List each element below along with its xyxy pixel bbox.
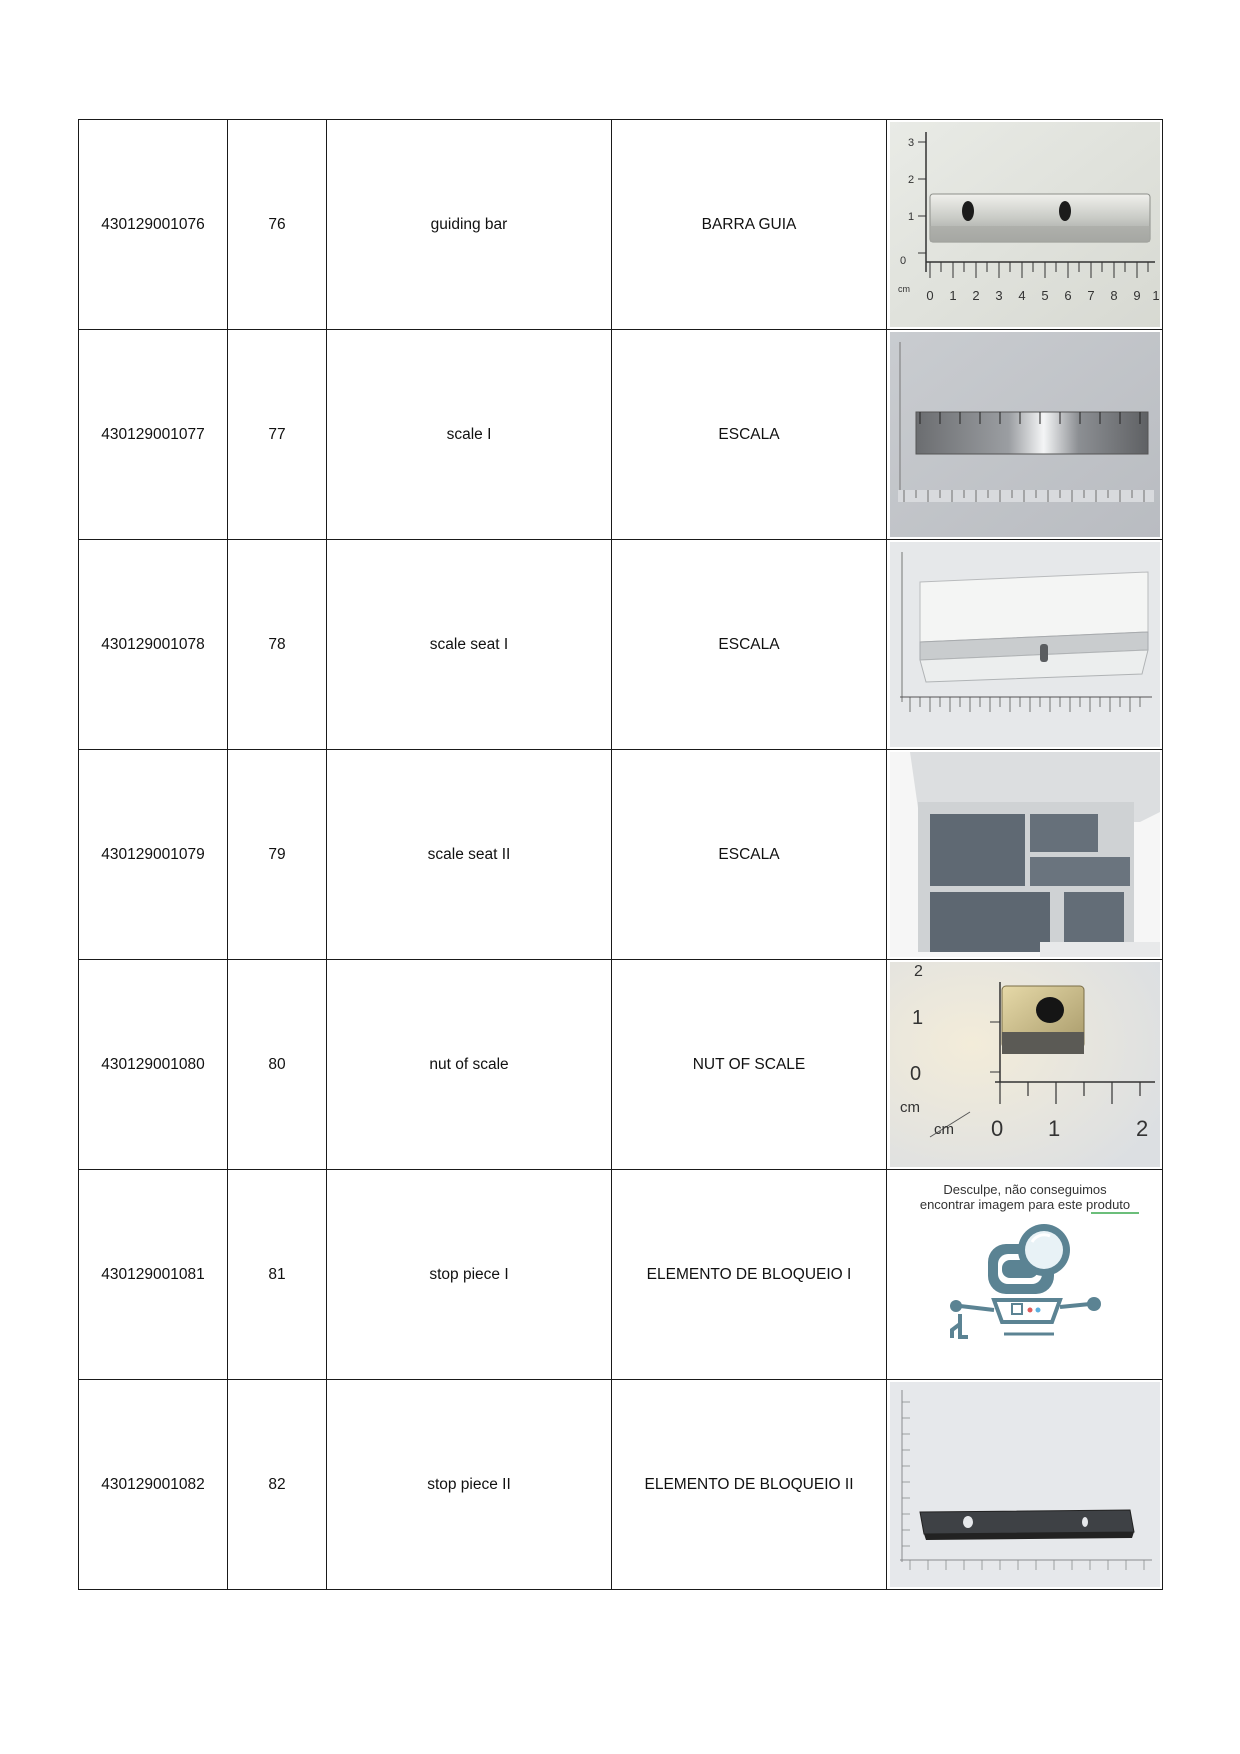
item-number: 82 (228, 1380, 327, 1590)
product-image-cell (887, 750, 1163, 960)
product-image-cell (887, 540, 1163, 750)
description-pt: ESCALA (612, 750, 887, 960)
ruler-unit: cm (899, 1099, 920, 1116)
ruler-v-label: 0 (909, 1063, 921, 1085)
description-pt: ELEMENTO DE BLOQUEIO II (612, 1380, 887, 1590)
not-found-message-line1: Desculpe, não conseguimos (942, 1182, 1107, 1197)
ruler-label: 0 (925, 288, 934, 303)
ruler-label: 9 (1132, 288, 1141, 303)
item-number: 80 (228, 960, 327, 1170)
item-number: 81 (228, 1170, 327, 1380)
table-row (79, 1380, 1163, 1590)
table-row (79, 330, 1163, 540)
description-pt: NUT OF SCALE (612, 960, 887, 1170)
description-en: nut of scale (327, 960, 612, 1170)
ruler-label: 1 (1047, 1116, 1060, 1141)
ruler-label: 6 (1063, 288, 1072, 303)
part-code: 430129001077 (79, 330, 228, 540)
ruler-label: 2 (1135, 1116, 1148, 1141)
part-code: 430129001076 (79, 120, 228, 330)
nut-photo (890, 962, 1160, 1167)
guiding-bar-photo (890, 122, 1160, 327)
image-not-found-placeholder (890, 1172, 1160, 1377)
ruler-label: 7 (1086, 288, 1095, 303)
description-en: guiding bar (327, 120, 612, 330)
ruler-unit: cm (897, 284, 910, 294)
stop-piece-photo (890, 1382, 1160, 1587)
description-en: scale seat II (327, 750, 612, 960)
ruler-label: 4 (1017, 288, 1026, 303)
description-en: scale seat I (327, 540, 612, 750)
ruler-label: 1 (1151, 288, 1160, 303)
item-number: 77 (228, 330, 327, 540)
item-number: 76 (228, 120, 327, 330)
item-number: 78 (228, 540, 327, 750)
scale-strip-photo (890, 332, 1160, 537)
description-en: stop piece II (327, 1380, 612, 1590)
product-image-cell (887, 120, 1163, 330)
ruler-label: 0 (990, 1116, 1003, 1141)
ruler-unit: cm (933, 1121, 954, 1138)
ruler-v-label: 2 (913, 963, 923, 980)
part-code: 430129001081 (79, 1170, 228, 1380)
ruler-v-label: 1 (911, 1007, 923, 1029)
description-pt: ESCALA (612, 540, 887, 750)
table-row (79, 540, 1163, 750)
ruler-v-label: 2 (907, 174, 914, 186)
product-image-cell (887, 330, 1163, 540)
table-row (79, 750, 1163, 960)
table-row (79, 120, 1163, 330)
product-image-cell (887, 1170, 1163, 1380)
ruler-label: 8 (1109, 288, 1118, 303)
ruler-label: 5 (1040, 288, 1049, 303)
part-code: 430129001082 (79, 1380, 228, 1590)
ruler-v-label: 1 (907, 211, 914, 223)
table-row (79, 960, 1163, 1170)
ruler-v-label: 0 (899, 255, 906, 267)
description-en: stop piece I (327, 1170, 612, 1380)
part-code: 430129001078 (79, 540, 228, 750)
product-image-cell (887, 960, 1163, 1170)
description-pt: ELEMENTO DE BLOQUEIO I (612, 1170, 887, 1380)
parts-table (78, 119, 1163, 1590)
part-code: 430129001079 (79, 750, 228, 960)
description-pt: ESCALA (612, 330, 887, 540)
part-code: 430129001080 (79, 960, 228, 1170)
scale-seat-photo (890, 542, 1160, 747)
description-en: scale I (327, 330, 612, 540)
ruler-v-label: 3 (907, 137, 914, 149)
description-pt: BARRA GUIA (612, 120, 887, 330)
ruler-label: 3 (994, 288, 1003, 303)
item-number: 79 (228, 750, 327, 960)
not-found-message-line2: encontrar imagem para este produto (919, 1197, 1130, 1212)
table-row (79, 1170, 1163, 1380)
ruler-label: 2 (971, 288, 980, 303)
profile-section-photo (890, 752, 1160, 957)
product-image-cell (887, 1380, 1163, 1590)
ruler-label: 1 (948, 288, 957, 303)
